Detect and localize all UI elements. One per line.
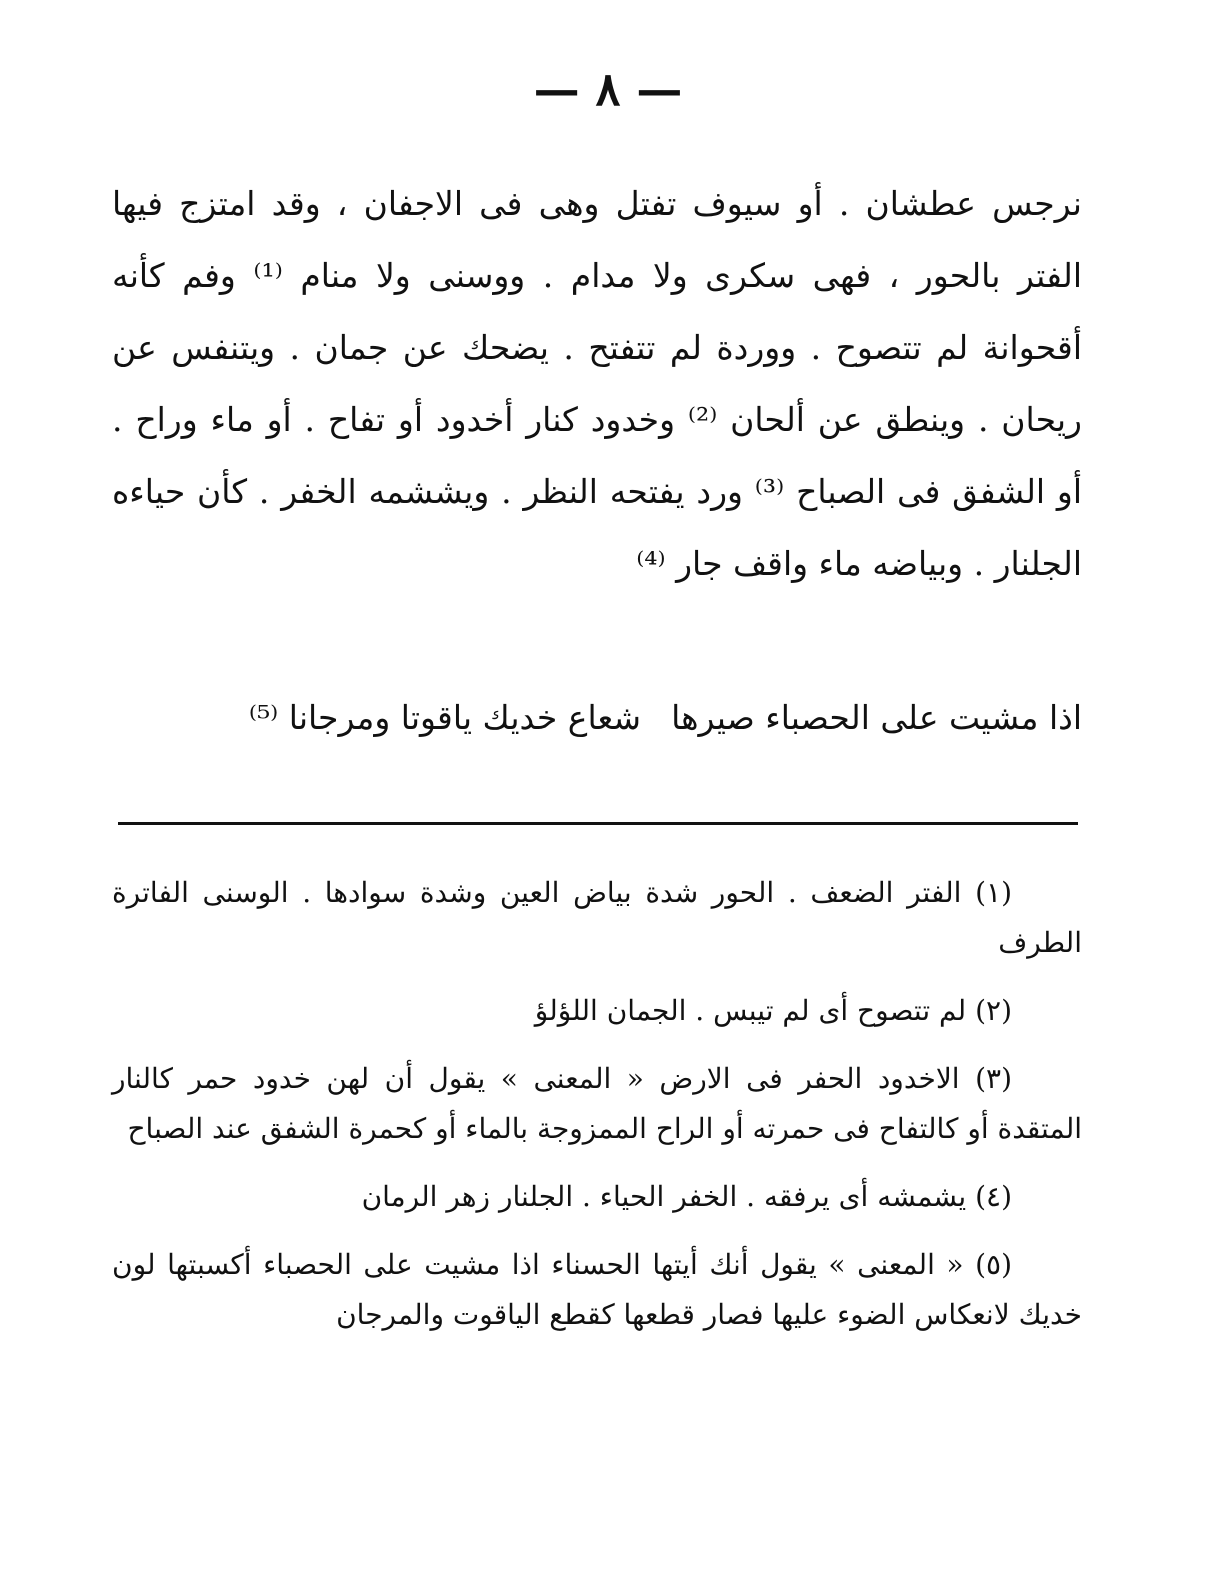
footnote-4: (٤) يشمشه أى يرفقه . الخفر الحياء . الجلنار زهر الرمان bbox=[361, 1180, 1012, 1213]
verse-first-hemistich: اذا مشيت على الحصباء صيرها bbox=[671, 698, 1082, 737]
footnote-5: (٥) « المعنى » يقول أنك أيتها الحسناء اذا مشيت على الحصباء أكسبتها لون خديك لانعكاس الضوء عليها فصار قطعها كقطع الياقوت والمرجان bbox=[112, 1248, 1082, 1331]
footnote-2: (٢) لم تتصوح أى لم تيبس . الجمان اللؤلؤ bbox=[534, 994, 1012, 1027]
footnotes bbox=[112, 868, 1082, 1340]
footnote-divider bbox=[118, 822, 1078, 825]
page-number: — ٨ — bbox=[533, 62, 683, 116]
main-text bbox=[112, 168, 1082, 600]
footnote-1: (١) الفتر الضعف . الحور شدة بياض العين وشدة سوادها . الوسنى الفاترة الطرف bbox=[112, 876, 1082, 959]
poetry-verse bbox=[112, 688, 1082, 748]
main-paragraph: نرجس عطشان . أو سيوف تفتل وهى فى الاجفان ، وقد امتزج فيها الفتر بالحور ، فهى سكرى ولا مدام . ووسنى ولا منام ⁽¹⁾ وفم كأنه أقحوانة لم تتصوح . ووردة لم تتفتح . يضحك عن جمان . ويتنفس عن ريحان . وينطق عن ألحان ⁽²⁾ وخدود كنار أخدود أو تفاح . أو ماء وراح . أو الشفق فى الصباح ⁽³⁾ ورد يفتحه النظر . ويششمه الخفر . كأن حياءه الجلنار . وبياضه ماء واقف جار ⁽⁴⁾ bbox=[112, 184, 1082, 583]
verse-second-hemistich: شعاع خديك ياقوتا ومرجانا ⁽⁵⁾ bbox=[248, 698, 642, 737]
footnote-3: (٣) الاخدود الحفر فى الارض « المعنى » يقول أن لهن خدود حمر كالنار المتقدة أو كالتفاح فى حمرته أو الراح الممزوجة بالماء أو كحمرة الشفق عند الصباح bbox=[112, 1062, 1082, 1145]
